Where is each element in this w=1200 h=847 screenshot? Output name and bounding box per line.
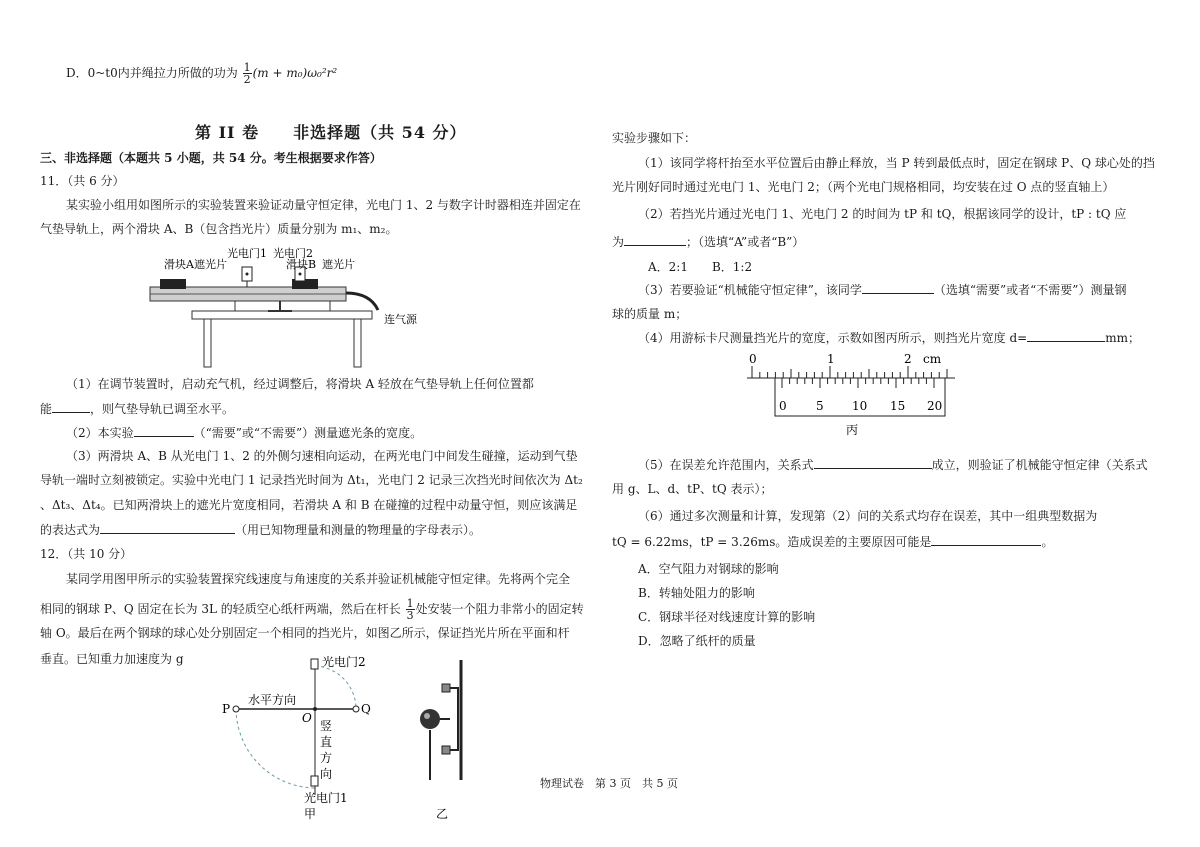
q11-title: 11．（共 6 分） <box>40 174 125 188</box>
option-d-r: D．忽略了纸杆的质量 <box>638 634 756 648</box>
option-a: A．空气阻力对钢球的影响 <box>638 562 779 576</box>
q11-intro-1: 某实验小组用如图所示的实验装置来验证动量守恒定律，光电门 1、2 与数字计时器相连并固定在 <box>66 198 581 212</box>
r-part6-2: tQ = 6.22ms，tP = 3.26ms。造成误差的主要原因可能是 。 <box>612 535 1054 549</box>
main-scale-0: 0 <box>749 352 757 366</box>
answer-blank[interactable] <box>1027 329 1105 342</box>
label-slider-b: 滑块B <box>286 258 317 271</box>
q12-title: 12．（共 10 分） <box>40 547 133 561</box>
label-gate-2: 光电门2 <box>273 247 313 260</box>
q11-part2: （2）本实验 （“需要”或“不需要”）测量遮光条的宽度。 <box>66 426 423 440</box>
q11-part1-a: （1）在调节装置时，启动充气机，经过调整后，将滑块 A 轻放在气垫导轨上任何位置都 <box>66 377 534 391</box>
q11-intro-2: 气垫导轨上，两个滑块 A、B（包含挡光片）质量分别为 m₁、m₂。 <box>40 222 398 236</box>
option-d-text: 0内并绳拉力所做的功为 <box>110 66 238 80</box>
r-part4: （4）用游标卡尺测量挡光片的宽度，示数如图丙所示，则挡光片宽度 d= mm； <box>638 331 1140 345</box>
fig2-vertical-1: 竖 <box>320 719 333 733</box>
r-part2-2: 为 ；（选填“A”或者“B”） <box>612 235 805 249</box>
caliper-label: 丙 <box>846 423 859 437</box>
fig2-label-jia: 甲 <box>304 807 317 821</box>
r-part3-1: （3）若要验证“机械能守恒定律”，该同学 （选填“需要”或者“不需要”）测量钢 <box>638 283 1127 297</box>
q11-part3-4: 的表达式为 （用已知物理量和测量的物理量的字母表示）。 <box>40 523 482 537</box>
main-scale-ticks <box>752 366 947 378</box>
main-scale-2: 2 <box>904 352 912 366</box>
vernier-15: 15 <box>890 399 906 413</box>
fig2-vertical-4: 向 <box>320 767 333 781</box>
steps-title: 实验步骤如下： <box>612 131 697 145</box>
fig2-vertical-2: 直 <box>320 735 333 749</box>
fig2-gate2: 光电门2 <box>322 655 366 669</box>
r-part3-2: 球的质量 m； <box>612 307 688 321</box>
answer-blank[interactable] <box>931 533 1041 546</box>
main-scale-1: 1 <box>827 352 835 366</box>
page-footer: 物理试卷 第 3 页 共 5 页 <box>540 777 678 790</box>
q12-fraction: $\frac{1}{3}$ <box>406 597 414 622</box>
main-scale-unit: cm <box>923 352 942 366</box>
vernier-scale-ticks <box>782 378 934 388</box>
q12-intro-1: 某同学用图甲所示的实验装置探究线速度与角速度的关系并验证机械能守恒定律。先将两个完全 <box>66 572 571 586</box>
r-part5-1: （5）在误差允许范围内，关系式 成立，则验证了机械能守恒定律（关系式 <box>638 458 1148 472</box>
q12-intro-3: 轴 O。最后在两个钢球的球心处分别固定一个相同的挡光片，如图乙所示，保证挡光片所在平面和杆 <box>40 626 570 640</box>
label-slider-a: 滑块A遮光片 <box>164 258 227 271</box>
air-track-figure <box>140 245 440 370</box>
fig2-gate1: 光电门1 <box>304 791 348 805</box>
fig2-label-yi: 乙 <box>436 807 449 821</box>
q12-intro-2: 相同的钢球 P、Q 固定在长为 3L 的轻质空心纸杆两端，然后在杆长 $\frac{1}{3}$ 处安装一个阻力非常小的固定转 <box>40 597 584 622</box>
option-d-formula: (m + m₀)ω₀²r² <box>252 66 338 80</box>
answer-blank[interactable] <box>100 521 235 534</box>
answer-blank[interactable] <box>814 456 932 469</box>
option-b: B．转轴处阻力的影响 <box>638 586 755 600</box>
answer-blank[interactable] <box>862 281 934 294</box>
fig2-vertical-3: 方 <box>320 751 333 765</box>
q11-part3-2: 导轨一端时立刻被锁定。实验中光电门 1 记录挡光时间为 Δt₁，光电门 2 记录三次挡光时间依次为 Δt₂ <box>40 473 583 487</box>
fig2-o: O <box>302 711 312 725</box>
rotating-rod-figure <box>180 650 500 830</box>
vernier-caliper-figure <box>737 350 967 440</box>
section-heading: 三、非选择题（本题共 5 小题，共 54 分。考生根据要求作答） <box>40 151 382 165</box>
vernier-10: 10 <box>852 399 868 413</box>
answer-blank[interactable] <box>624 233 686 246</box>
vernier-5: 5 <box>816 399 824 413</box>
r-part6-1: （6）通过多次测量和计算，发现第（2）问的关系式均存在误差，其中一组典型数据为 <box>638 509 1098 523</box>
fig2-p: P <box>222 702 231 716</box>
label-air-source: 连气源 <box>384 313 417 326</box>
fig2-horizontal: 水平方向 <box>248 693 297 707</box>
vernier-20: 20 <box>927 399 943 413</box>
answer-blank[interactable] <box>52 400 90 413</box>
option-d-fraction: $\frac{1}{2}$ <box>243 61 251 86</box>
answer-blank[interactable] <box>134 424 194 437</box>
fig2-q: Q <box>361 702 371 716</box>
r-part5-2: 用 g、L、d、tP、tQ 表示）； <box>612 482 773 496</box>
label-gate-1: 光电门1 <box>227 247 267 260</box>
q12-intro-4: 垂直。已知重力加速度为 g <box>40 652 184 666</box>
vernier-0: 0 <box>779 399 787 413</box>
q11-part1-b: 能 ，则气垫导轨已调至水平。 <box>40 402 235 416</box>
label-shade-b: 遮光片 <box>322 258 355 271</box>
r-part1-1: （1）该同学将杆抬至水平位置后由静止释放，当 P 转到最低点时，固定在钢球 P、Q 球心处的挡 <box>638 156 1155 170</box>
r-part1-2: 光片刚好同时通过光电门 1、光电门 2；（两个光电门规格相同，均安装在过 O 点的竖直轴上） <box>612 180 1115 194</box>
q11-part3-1: （3）两滑块 A、B 从光电门 1、2 的外侧匀速相向运动，在两光电门中间发生碰撞，运动到气垫 <box>66 449 578 463</box>
r-part2-options: A．2:1 B．1:2 <box>648 260 753 274</box>
section-title: 第 II 卷 非选择题（共 54 分） <box>195 123 467 142</box>
option-d-prefix: D．0~t <box>66 66 111 80</box>
q11-part3-3: 、Δt₃、Δt₄。已知两滑块上的遮光片宽度相同，若滑块 A 和 B 在碰撞的过程中动量守恒，则应该满足 <box>40 498 578 512</box>
option-c: C．钢球半径对线速度计算的影响 <box>638 610 816 624</box>
r-part2-1: （2）若挡光片通过光电门 1、光电门 2 的时间为 tP 和 tQ，根据该同学的设计，tP : tQ 应 <box>638 207 1127 221</box>
option-d <box>66 62 337 85</box>
